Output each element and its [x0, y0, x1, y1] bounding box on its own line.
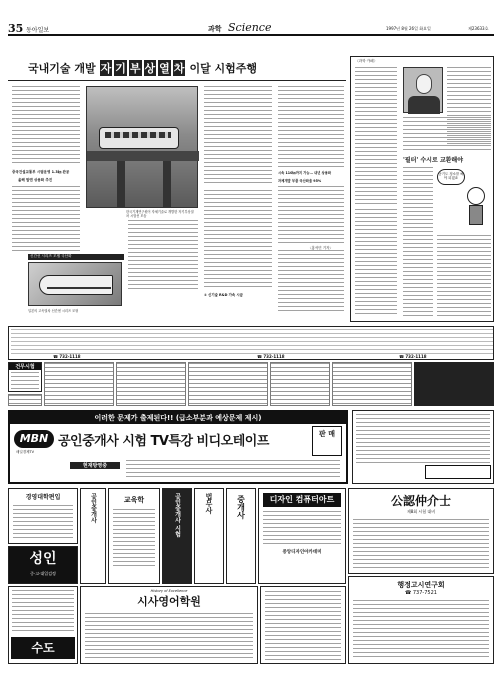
ad-block-g [8, 394, 42, 406]
gunmoo-title: 건무시험 [9, 363, 41, 370]
page-header [8, 22, 494, 36]
small-ad-2-text [113, 509, 155, 569]
train-body [99, 127, 179, 149]
design-school: 중앙디자인아카데미 [282, 550, 322, 555]
column-text-d [403, 167, 433, 317]
body-text-col5 [204, 190, 272, 290]
subhead-4: 자체개발 부품 국산화율 95% [278, 179, 322, 183]
column-text-e [355, 209, 397, 317]
column-label: 〈과학 카페〉 [355, 59, 378, 63]
column-title: '필터' 수시로 교환해야 [403, 157, 464, 164]
mbn-main-title: 공인중개사 시험 TV특강 비디오테이프 [58, 434, 269, 449]
body-text-col4 [128, 220, 198, 292]
public-broker-text [353, 519, 489, 569]
issue-date: 1997년 8월 26일 화요일 [386, 26, 431, 31]
train-windows [105, 132, 171, 138]
ad-design [258, 488, 346, 584]
main-article-title [28, 60, 257, 76]
mbn-order: 현재방영중 [70, 462, 120, 469]
phone-1: ☎ 732-1118 [53, 354, 81, 359]
section-title-en: Science [228, 21, 272, 34]
cartoon-body [469, 205, 483, 225]
sisa-title: 시사영어학원 [137, 595, 201, 608]
body-text-col1b [12, 186, 80, 254]
seongin-title: 성인 [29, 551, 57, 567]
title-post: 이달 시험주행 [189, 62, 258, 75]
cartoon-head [467, 187, 485, 205]
ad-gunmoo [8, 362, 42, 392]
middle-bottom-text [265, 591, 341, 661]
section-title-ko: 과학 [208, 25, 222, 33]
cartoon-bubble: 공기도 청소를 해야 되겠죠 [437, 169, 465, 185]
sudo-title: 수도 [11, 637, 75, 659]
body-text-col3b [278, 186, 344, 246]
phone-2: ☎ 732-1118 [257, 354, 285, 359]
maglev-photo [86, 86, 198, 208]
newspaper-name: 동아일보 [26, 27, 50, 34]
right-ad-text [356, 414, 490, 466]
title-boxed-chars [99, 60, 187, 76]
pillar [117, 161, 125, 207]
bullet-train-photo [28, 262, 122, 306]
cartoon-figure [461, 187, 491, 231]
ad-sisa [80, 586, 258, 664]
ad-block-e [332, 362, 412, 406]
subhead-2: 올해 말엔 상용화 추진 [18, 178, 53, 182]
body-text-col3 [278, 86, 344, 168]
small-ads-row [8, 326, 494, 360]
small-ad-text [11, 329, 493, 355]
public-broker-title: 公認仲介士 [390, 494, 451, 508]
boxed-char: 열 [159, 62, 170, 75]
column-text-a [355, 67, 397, 207]
gunmoo-text [11, 372, 39, 392]
author-suit [408, 96, 440, 114]
admin-exam-title: 행정고시연구회 [397, 581, 445, 589]
ad-block-c [188, 362, 268, 406]
admin-exam-text [353, 600, 489, 658]
sisa-text [85, 613, 253, 659]
guideway [87, 151, 199, 161]
column-text-c [403, 117, 491, 151]
author-head [416, 74, 432, 94]
train-caption: 일본의 고속열차 신칸센 시리즈 모형 [28, 309, 79, 313]
body-text-col6 [278, 250, 344, 312]
small-ad-1-title: 공인중개사 [89, 493, 97, 523]
mbn-logo: MBN [14, 430, 54, 448]
ad-small-2 [108, 488, 160, 584]
ad-public-broker [348, 488, 494, 574]
ad-block-f [414, 362, 494, 406]
university-title: 경영대학편입 [25, 494, 61, 501]
boxed-char: 기 [115, 62, 126, 75]
science-column [350, 56, 494, 322]
main-article [8, 40, 346, 322]
train-nose [39, 275, 113, 295]
boxed-char: 차 [173, 62, 185, 75]
body-text-col2 [204, 86, 272, 186]
ad-seongin [8, 546, 78, 584]
university-text [13, 505, 73, 539]
ad-block-b [116, 362, 186, 406]
author-photo [403, 67, 443, 113]
body-text-col1a [12, 86, 80, 166]
ad-admin-exam [348, 576, 494, 664]
photo-caption: 한국기계연구원이 자체기술로 개발한 자기부상열차 시험선 모습 [126, 210, 194, 218]
ad-broker [226, 488, 256, 584]
ad-university [8, 488, 78, 544]
ad-block-a [44, 362, 114, 406]
ad-block-d [270, 362, 330, 406]
broker-title: 중개사 [236, 495, 246, 519]
mbn-banner-top: 이러한 문제가 출제된다!! (급소부분과 예상문제 제시) [10, 412, 346, 424]
sisa-sub: History of Excellence [150, 589, 188, 593]
ad-small-4 [194, 488, 224, 584]
phone-3: ☎ 732-1118 [399, 354, 427, 359]
small-ad-3-title: 공인중개사 시험 [173, 493, 181, 538]
mbn-sale: 판 매 [312, 426, 342, 456]
page-number: 35 [8, 22, 24, 35]
train-stripe [47, 287, 111, 289]
boxed-char: 자 [100, 62, 112, 75]
right-ad-block [425, 465, 491, 479]
sudo-text [12, 590, 74, 634]
ad-middle-bottom [260, 586, 346, 664]
ad-sudo [8, 586, 78, 664]
title-rule [8, 80, 346, 81]
issue-number: 제23633호 [468, 26, 489, 31]
train-subhead: ① 신기술 R&D 가속 시급 [204, 293, 243, 297]
mbn-sub: 매일경제TV [16, 450, 35, 454]
design-title: 디자인 컴퓨터아트 [263, 493, 341, 507]
column-text-f [437, 235, 491, 317]
pillar [163, 161, 171, 207]
ad-small-1 [80, 488, 106, 584]
boxed-char: 상 [144, 62, 156, 75]
ad-small-3 [162, 488, 192, 584]
admin-exam-phone: ☎ 737-7521 [405, 590, 437, 596]
train-label: 신간선 시리즈 모델 국산화 [28, 254, 124, 260]
mbn-details [126, 460, 340, 480]
seongin-sub: 중·고·대입검정 [30, 571, 56, 576]
subhead-3: 시속 110㎞까지 가능… 내년 상용화 [278, 171, 332, 175]
title-pre: 국내기술 개발 [28, 62, 96, 75]
byline: 〈홍석민 기자〉 [308, 246, 334, 250]
small-ad-4-title: 법무사 [205, 493, 213, 514]
boxed-char: 부 [129, 62, 141, 75]
small-ad-2-title: 교육학 [123, 496, 145, 504]
public-broker-sub: 제8회 시험 대비 [406, 509, 436, 514]
ad-right-top [352, 410, 494, 484]
subhead-1: 중국건설교통부 시범운영 1.3㎞ 완공 [12, 170, 70, 174]
design-text [263, 511, 341, 545]
mbn-ad [8, 410, 348, 484]
